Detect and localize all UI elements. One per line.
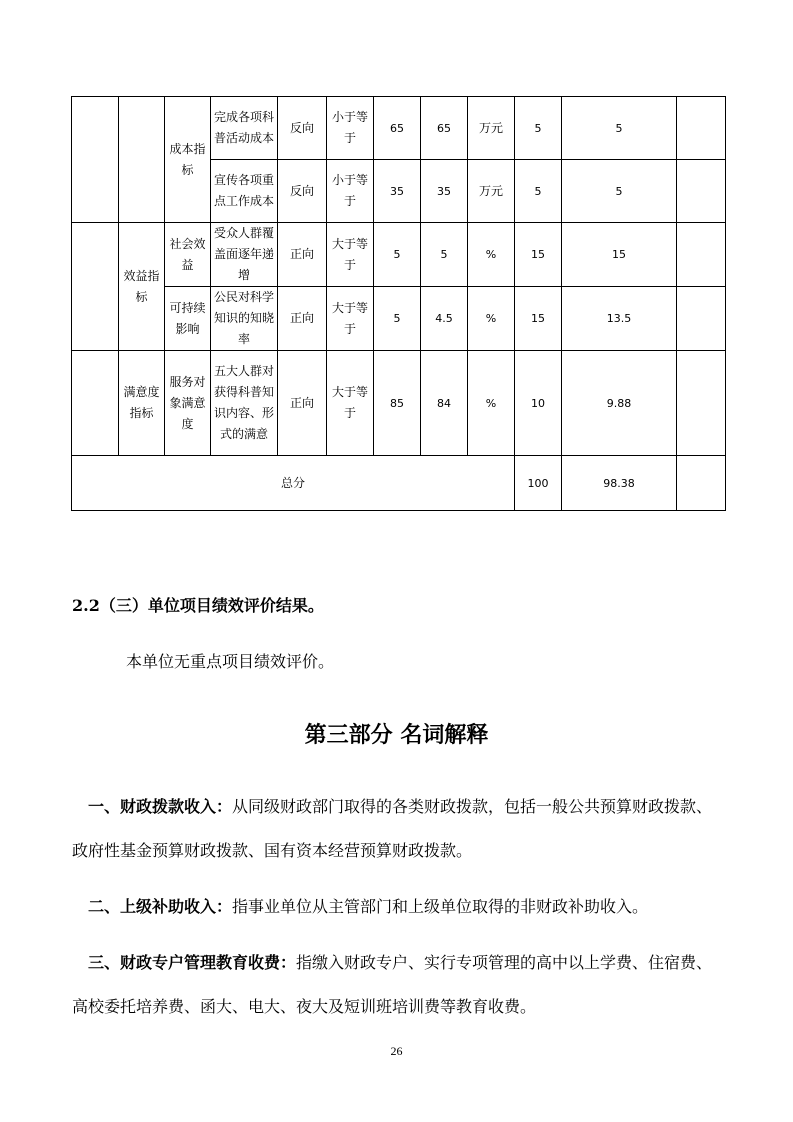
definition-term: 三、财政专户管理教育收费：: [88, 953, 297, 972]
table-cell-blank: [72, 223, 119, 351]
score-cell: 9.88: [562, 351, 677, 456]
definition-item: [72, 941, 724, 1029]
comparator-cell: 小于等于: [327, 97, 374, 160]
table-row: [72, 223, 726, 287]
target-cell: 35: [374, 160, 421, 223]
definition-text: 指缴入财政专户、实行专项管理的高中以上学费、住宿费、高校委托培养费、函大、电大、夜大及短训班培训费等教育收费。: [72, 953, 713, 1016]
page-number: 26: [390, 1044, 403, 1058]
table-cell-blank: [119, 97, 165, 223]
note-cell: [677, 223, 726, 287]
direction-cell: 正向: [278, 351, 327, 456]
table-row: [72, 287, 726, 351]
weight-cell: 5: [515, 97, 562, 160]
direction-cell: 正向: [278, 287, 327, 351]
indicator-name: 五大人群对获得科普知识内容、形式的满意: [211, 351, 278, 456]
indicator-name: 宣传各项重点工作成本: [211, 160, 278, 223]
unit-cell: 万元: [468, 97, 515, 160]
note-cell: [677, 287, 726, 351]
part-title: 第三部分 名词解释: [304, 723, 489, 748]
unit-cell: %: [468, 351, 515, 456]
target-cell: 5: [374, 223, 421, 287]
score-cell: 13.5: [562, 287, 677, 351]
weight-cell: 15: [515, 223, 562, 287]
table-cell-blank: [72, 97, 119, 223]
note-cell: [677, 351, 726, 456]
indicator-social: 社会效益: [165, 223, 211, 287]
indicator-name: 公民对科学知识的知晓率: [211, 287, 278, 351]
weight-cell: 10: [515, 351, 562, 456]
target-cell: 5: [374, 287, 421, 351]
definition-item: [72, 885, 724, 929]
score-cell: 5: [562, 160, 677, 223]
table-row-total: [72, 456, 726, 511]
table-cell-blank: [72, 351, 119, 456]
note-cell: [677, 160, 726, 223]
indicator-cost: 成本指标: [165, 97, 211, 223]
table-row: [72, 97, 726, 160]
comparator-cell: 大于等于: [327, 287, 374, 351]
total-label: 总分: [72, 456, 515, 511]
comparator-cell: 大于等于: [327, 351, 374, 456]
indicator-name: 受众人群覆盖面逐年递增: [211, 223, 278, 287]
unit-cell: %: [468, 223, 515, 287]
direction-cell: 反向: [278, 97, 327, 160]
indicator-service-satisfaction: 服务对象满意度: [165, 351, 211, 456]
total-weight: 100: [515, 456, 562, 511]
indicator-satisfaction: 满意度指标: [119, 351, 165, 456]
score-cell: 5: [562, 97, 677, 160]
actual-cell: 5: [421, 223, 468, 287]
actual-cell: 65: [421, 97, 468, 160]
total-score: 98.38: [562, 456, 677, 511]
weight-cell: 15: [515, 287, 562, 351]
indicator-sustainable: 可持续影响: [165, 287, 211, 351]
definition-text: 指事业单位从主管部门和上级单位取得的非财政补助收入。: [232, 897, 649, 916]
actual-cell: 35: [421, 160, 468, 223]
target-cell: 65: [374, 97, 421, 160]
unit-cell: 万元: [468, 160, 515, 223]
definition-term: 一、财政拨款收入：: [88, 797, 233, 816]
definition-text: 从同级财政部门取得的各类财政拨款，包括一般公共预算财政拨款、政府性基金预算财政拨款、国有资本经营预算财政拨款。: [72, 797, 713, 860]
definition-item: [72, 785, 724, 873]
total-note: [677, 456, 726, 511]
actual-cell: 4.5: [421, 287, 468, 351]
performance-table: [71, 96, 726, 511]
section-paragraph: 本单位无重点项目绩效评价。: [126, 652, 335, 671]
definition-term: 二、上级补助收入：: [88, 897, 233, 916]
note-cell: [677, 97, 726, 160]
comparator-cell: 小于等于: [327, 160, 374, 223]
indicator-benefit: 效益指标: [119, 223, 165, 351]
actual-cell: 84: [421, 351, 468, 456]
table-row: [72, 351, 726, 456]
section-heading: 2.2（三）单位项目绩效评价结果。: [72, 596, 324, 615]
direction-cell: 正向: [278, 223, 327, 287]
score-cell: 15: [562, 223, 677, 287]
unit-cell: %: [468, 287, 515, 351]
target-cell: 85: [374, 351, 421, 456]
weight-cell: 5: [515, 160, 562, 223]
comparator-cell: 大于等于: [327, 223, 374, 287]
indicator-name: 完成各项科普活动成本: [211, 97, 278, 160]
direction-cell: 反向: [278, 160, 327, 223]
